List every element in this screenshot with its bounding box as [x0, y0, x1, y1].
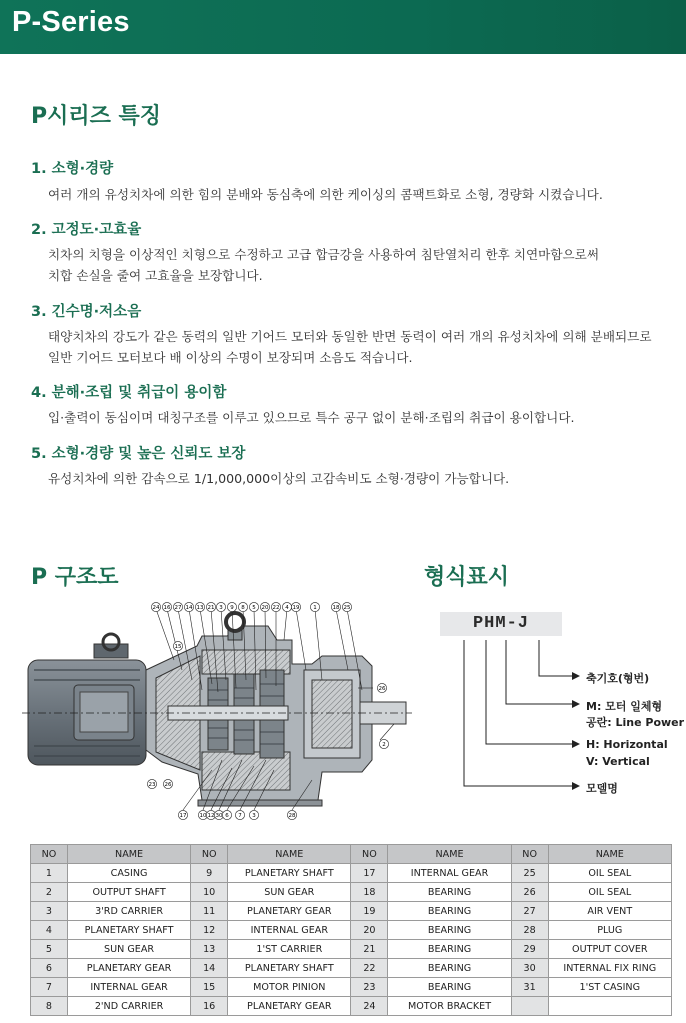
part-no: 31 [511, 978, 548, 997]
feature-2-line-1: 치차의 치형을 이상적인 치형으로 수정하고 고급 합금강을 사용하여 침탄열처리 한후 치연마함으로써 [48, 247, 599, 262]
part-name: 2'ND CARRIER [67, 997, 190, 1016]
callout-26-left [163, 779, 172, 788]
column-header: NAME [67, 845, 190, 864]
part-no: 6 [31, 959, 68, 978]
callout-5 [249, 602, 258, 611]
callouts-bottom [178, 810, 296, 819]
parts-table [30, 844, 672, 1016]
svg-text:7: 7 [238, 813, 242, 819]
part-no: 14 [191, 959, 228, 978]
feature-5-title: 5. 소형·경량 및 높은 신뢰도 보장 [31, 446, 246, 462]
column-header: NO [351, 845, 388, 864]
feature-1-line-1: 여러 개의 유성치차에 의한 힘의 분배와 동심축에 의한 케이싱의 콤팩트화로 소형, 경량화 시켰습니다. [48, 187, 603, 202]
eye-bolt [226, 613, 244, 640]
part-name: 1'ST CARRIER [228, 940, 351, 959]
callout-14 [184, 602, 193, 611]
part-no: 19 [351, 902, 388, 921]
callout-2 [379, 739, 388, 748]
feature-3-body [48, 326, 652, 368]
callout-19 [291, 602, 300, 611]
svg-text:14: 14 [185, 605, 193, 611]
callout-15 [173, 641, 182, 650]
label-shaft-code: 축기호(형번) [586, 672, 650, 685]
callout-20 [260, 602, 269, 611]
svg-text:9: 9 [230, 605, 234, 611]
part-no: 27 [511, 902, 548, 921]
column-header: NO [31, 845, 68, 864]
svg-text:22: 22 [272, 605, 280, 611]
svg-text:23: 23 [148, 782, 156, 788]
part-name: BEARING [388, 959, 511, 978]
part-name: PLANETARY GEAR [228, 902, 351, 921]
part-no: 28 [511, 921, 548, 940]
part-no: 11 [191, 902, 228, 921]
column-header: NAME [228, 845, 351, 864]
feature-4-body [48, 407, 575, 428]
label-line-power: 공란: Line Power [586, 716, 685, 729]
svg-text:12: 12 [207, 813, 215, 819]
part-name: MOTOR PINION [228, 978, 351, 997]
svg-text:18: 18 [332, 605, 340, 611]
svg-text:19: 19 [292, 605, 300, 611]
callout-9 [227, 602, 236, 611]
page-title: P-Series [12, 6, 130, 38]
motor [28, 634, 146, 765]
part-name: PLANETARY SHAFT [67, 921, 190, 940]
svg-text:28: 28 [288, 813, 296, 819]
part-no: 17 [351, 864, 388, 883]
callout-26-right [377, 683, 386, 692]
svg-text:27: 27 [174, 605, 182, 611]
svg-text:26: 26 [164, 782, 172, 788]
svg-text:1: 1 [313, 605, 317, 611]
part-no: 12 [191, 921, 228, 940]
svg-text:3: 3 [219, 605, 223, 611]
svg-text:21: 21 [207, 605, 215, 611]
label-horizontal: H: Horizontal [586, 738, 668, 751]
part-name: INTERNAL GEAR [388, 864, 511, 883]
svg-text:30: 30 [215, 813, 223, 819]
part-no [511, 997, 548, 1016]
column-header: NO [511, 845, 548, 864]
gearbox-cross-section-diagram [22, 600, 412, 825]
part-name: SUN GEAR [67, 940, 190, 959]
part-no: 16 [191, 997, 228, 1016]
part-no: 23 [351, 978, 388, 997]
part-name: 3'RD CARRIER [67, 902, 190, 921]
part-name: PLANETARY SHAFT [228, 864, 351, 883]
callout-21 [206, 602, 215, 611]
feature-2-line-2: 치합 손실을 줄여 고효율을 보장합니다. [48, 268, 263, 283]
mounting-foot [198, 800, 322, 806]
callout-8 [238, 602, 247, 611]
svg-text:25: 25 [343, 605, 351, 611]
label-vertical: V: Vertical [586, 755, 650, 768]
output-shaft [360, 702, 406, 724]
part-name: CASING [67, 864, 190, 883]
part-no: 15 [191, 978, 228, 997]
part-name: PLANETARY SHAFT [228, 959, 351, 978]
callout-17 [178, 810, 187, 819]
part-no: 21 [351, 940, 388, 959]
callout-22 [271, 602, 280, 611]
feature-5-line-1: 유성치차에 의한 감속으로 1/1,000,000이상의 고감속비도 소형·경량이 가능합니다. [48, 471, 510, 486]
part-name [548, 997, 671, 1016]
part-no: 5 [31, 940, 68, 959]
table-row [31, 864, 672, 883]
callout-16 [162, 602, 171, 611]
part-name: PLUG [548, 921, 671, 940]
table-row [31, 978, 672, 997]
part-name: INTERNAL GEAR [67, 978, 190, 997]
svg-text:6: 6 [225, 813, 229, 819]
part-name: SUN GEAR [228, 883, 351, 902]
callout-3 [216, 602, 225, 611]
table-row [31, 883, 672, 902]
feature-3-line-2: 일반 기어드 모터보다 배 이상의 수명이 보장되며 소음도 적습니다. [48, 350, 413, 365]
part-no: 4 [31, 921, 68, 940]
label-model-name: 모델명 [586, 782, 618, 795]
callout-28 [287, 810, 296, 819]
callout-7 [235, 810, 244, 819]
svg-text:4: 4 [285, 605, 289, 611]
feature-2-title: 2. 고정도·고효율 [31, 222, 142, 238]
part-name: INTERNAL GEAR [228, 921, 351, 940]
feature-3-title: 3. 긴수명·저소음 [31, 304, 142, 320]
part-no: 7 [31, 978, 68, 997]
callout-3-bottom [249, 810, 258, 819]
table-row [31, 902, 672, 921]
features-title: P시리즈 특징 [31, 104, 162, 129]
part-name: OIL SEAL [548, 864, 671, 883]
part-name: BEARING [388, 921, 511, 940]
svg-text:3: 3 [252, 813, 256, 819]
svg-text:8: 8 [241, 605, 245, 611]
svg-text:5: 5 [252, 605, 256, 611]
part-no: 25 [511, 864, 548, 883]
callout-24 [151, 602, 160, 611]
svg-text:15: 15 [174, 644, 182, 650]
part-no: 3 [31, 902, 68, 921]
part-no: 29 [511, 940, 548, 959]
table-row [31, 940, 672, 959]
callout-18 [331, 602, 340, 611]
part-name: OUTPUT SHAFT [67, 883, 190, 902]
part-name: INTERNAL FIX RING [548, 959, 671, 978]
callout-27 [173, 602, 182, 611]
svg-text:16: 16 [163, 605, 171, 611]
page-header [0, 0, 686, 54]
svg-text:10: 10 [199, 813, 207, 819]
callout-4 [282, 602, 291, 611]
part-name: OIL SEAL [548, 883, 671, 902]
part-no: 30 [511, 959, 548, 978]
callouts-top [151, 602, 351, 611]
part-no: 10 [191, 883, 228, 902]
part-no: 22 [351, 959, 388, 978]
table-row [31, 997, 672, 1016]
model-title: 형식표시 [424, 565, 510, 590]
feature-1-title: 1. 소형·경량 [31, 161, 114, 177]
feature-4-title: 4. 분해·조립 및 취급이 용이함 [31, 385, 227, 401]
part-name: BEARING [388, 902, 511, 921]
part-name: BEARING [388, 978, 511, 997]
part-name: 1'ST CASING [548, 978, 671, 997]
part-no: 2 [31, 883, 68, 902]
svg-text:2: 2 [382, 742, 386, 748]
part-name: BEARING [388, 883, 511, 902]
part-name: AIR VENT [548, 902, 671, 921]
part-no: 26 [511, 883, 548, 902]
table-row [31, 959, 672, 978]
svg-text:24: 24 [152, 605, 160, 611]
callout-25 [342, 602, 351, 611]
label-motor-integrated: M: 모터 일체형 [586, 700, 663, 713]
column-header: NAME [388, 845, 511, 864]
part-no: 8 [31, 997, 68, 1016]
feature-5-body [48, 468, 509, 489]
callout-23 [147, 779, 156, 788]
part-no: 20 [351, 921, 388, 940]
part-no: 9 [191, 864, 228, 883]
part-no: 13 [191, 940, 228, 959]
feature-2-body [48, 244, 599, 286]
part-name: MOTOR BRACKET [388, 997, 511, 1016]
column-header: NO [191, 845, 228, 864]
part-no: 24 [351, 997, 388, 1016]
svg-text:17: 17 [179, 813, 187, 819]
structure-title: P 구조도 [31, 565, 119, 590]
svg-text:13: 13 [196, 605, 204, 611]
callout-6 [222, 810, 231, 819]
svg-text:20: 20 [261, 605, 269, 611]
feature-1-body [48, 184, 603, 205]
table-row [31, 921, 672, 940]
model-code-box: PHM-J [440, 612, 562, 636]
part-name: PLANETARY GEAR [67, 959, 190, 978]
callout-1 [310, 602, 319, 611]
callout-13 [195, 602, 204, 611]
part-name: BEARING [388, 940, 511, 959]
feature-4-line-1: 입·출력이 동심이며 대칭구조를 이루고 있으므로 특수 공구 없이 분해·조립의 취급이 용이합니다. [48, 410, 575, 425]
column-header: NAME [548, 845, 671, 864]
svg-text:26: 26 [378, 686, 386, 692]
part-name: OUTPUT COVER [548, 940, 671, 959]
part-no: 18 [351, 883, 388, 902]
table-header-row [31, 845, 672, 864]
feature-3-line-1: 태양치차의 강도가 같은 동력의 일반 기어드 모터와 동일한 반면 동력이 여러 개의 유성치차에 의해 분배되므로 [48, 329, 652, 344]
part-name: PLANETARY GEAR [228, 997, 351, 1016]
part-no: 1 [31, 864, 68, 883]
